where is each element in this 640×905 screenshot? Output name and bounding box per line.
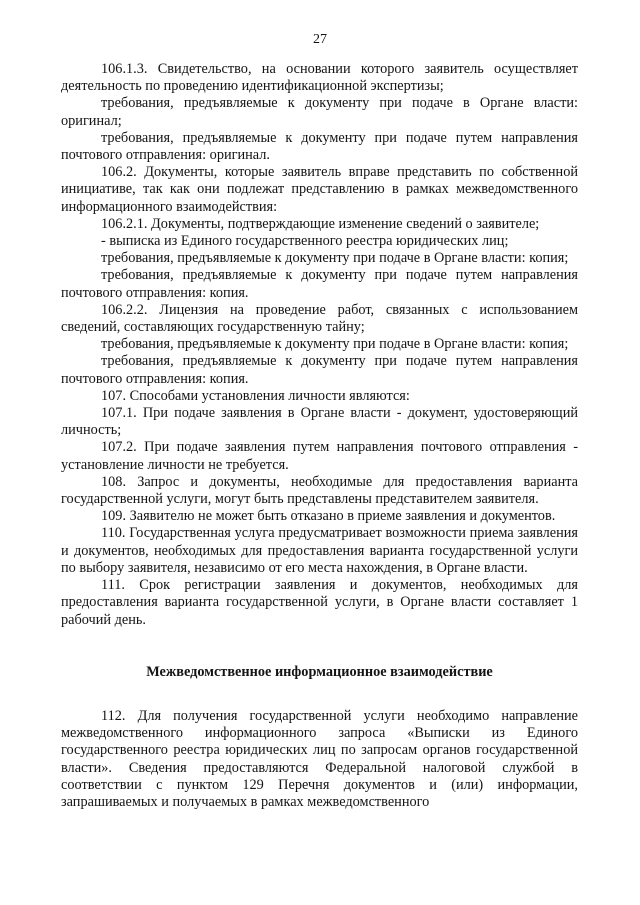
paragraph: требования, предъявляемые к документу при подаче в Органе власти: оригинал; — [61, 95, 578, 129]
paragraph: требования, предъявляемые к документу при подаче путем направления почтового отправления: копия. — [61, 353, 578, 387]
paragraph: 106.2.1. Документы, подтверждающие изменение сведений о заявителе; — [101, 215, 540, 232]
section-heading: Межведомственное информационное взаимодействие — [146, 663, 493, 680]
paragraph: требования, предъявляемые к документу при подаче путем направления почтового отправления: оригинал. — [61, 129, 578, 164]
paragraph: 107. Способами установления личности являются: — [101, 387, 410, 404]
paragraph: 110. Государственная услуга предусматривает возможности приема заявления и документов, необходимых для предоставления варианта государственной услуги по выбору заявителя, независимо от его места нахождения, в Органе власти. — [61, 525, 578, 576]
paragraph: требования, предъявляемые к документу при подаче в Органе власти: копия; — [101, 250, 569, 267]
paragraph: 107.2. При подаче заявления путем направления почтового отправления - установление личности не требуется. — [61, 439, 578, 473]
paragraph: - выписка из Единого государственного реестра юридических лиц; — [101, 233, 509, 250]
paragraph: 111. Срок регистрации заявления и документов, необходимых для предоставления варианта государственной услуги, в Органе власти составляет 1 рабочий день. — [61, 577, 578, 628]
paragraphs-after-heading — [61, 708, 578, 811]
paragraph: 107.1. При подаче заявления в Органе власти - документ, удостоверяющий личность; — [61, 405, 578, 439]
paragraphs-before-heading — [61, 61, 578, 629]
document-body — [61, 61, 578, 811]
paragraph: требования, предъявляемые к документу при подаче в Органе власти: копия; — [101, 336, 569, 353]
paragraph: 106.2. Документы, которые заявитель вправе представить по собственной инициативе, так как они подлежат представлению в рамках межведомственного информационного взаимодействия: — [61, 164, 578, 215]
paragraph: 112. Для получения государственной услуги необходимо направление межведомственного информационного запроса «Выписки из Единого государственного реестра юридических лиц по запросам органов государственной власти». Сведения предоставляются Федеральной налоговой службой в соответствии с пунктом 129 Перечня документов и (или) информации, запрашиваемых и получаемых в рамках межведомственного — [61, 707, 578, 810]
paragraph: 106.2.2. Лицензия на проведение работ, связанных с использованием сведений, составляющих государственную тайну; — [61, 301, 578, 336]
paragraph: требования, предъявляемые к документу при подаче путем направления почтового отправления: копия. — [61, 267, 578, 301]
paragraph: 109. Заявителю не может быть отказано в приеме заявления и документов. — [101, 508, 556, 525]
page-number: 27 — [313, 32, 327, 47]
paragraph: 106.1.3. Свидетельство, на основании которого заявитель осуществляет деятельность по проведению идентификационной экспертизы; — [61, 61, 578, 95]
paragraph: 108. Запрос и документы, необходимые для предоставления варианта государственной услуги, могут быть представлены представителем заявителя. — [61, 473, 578, 508]
